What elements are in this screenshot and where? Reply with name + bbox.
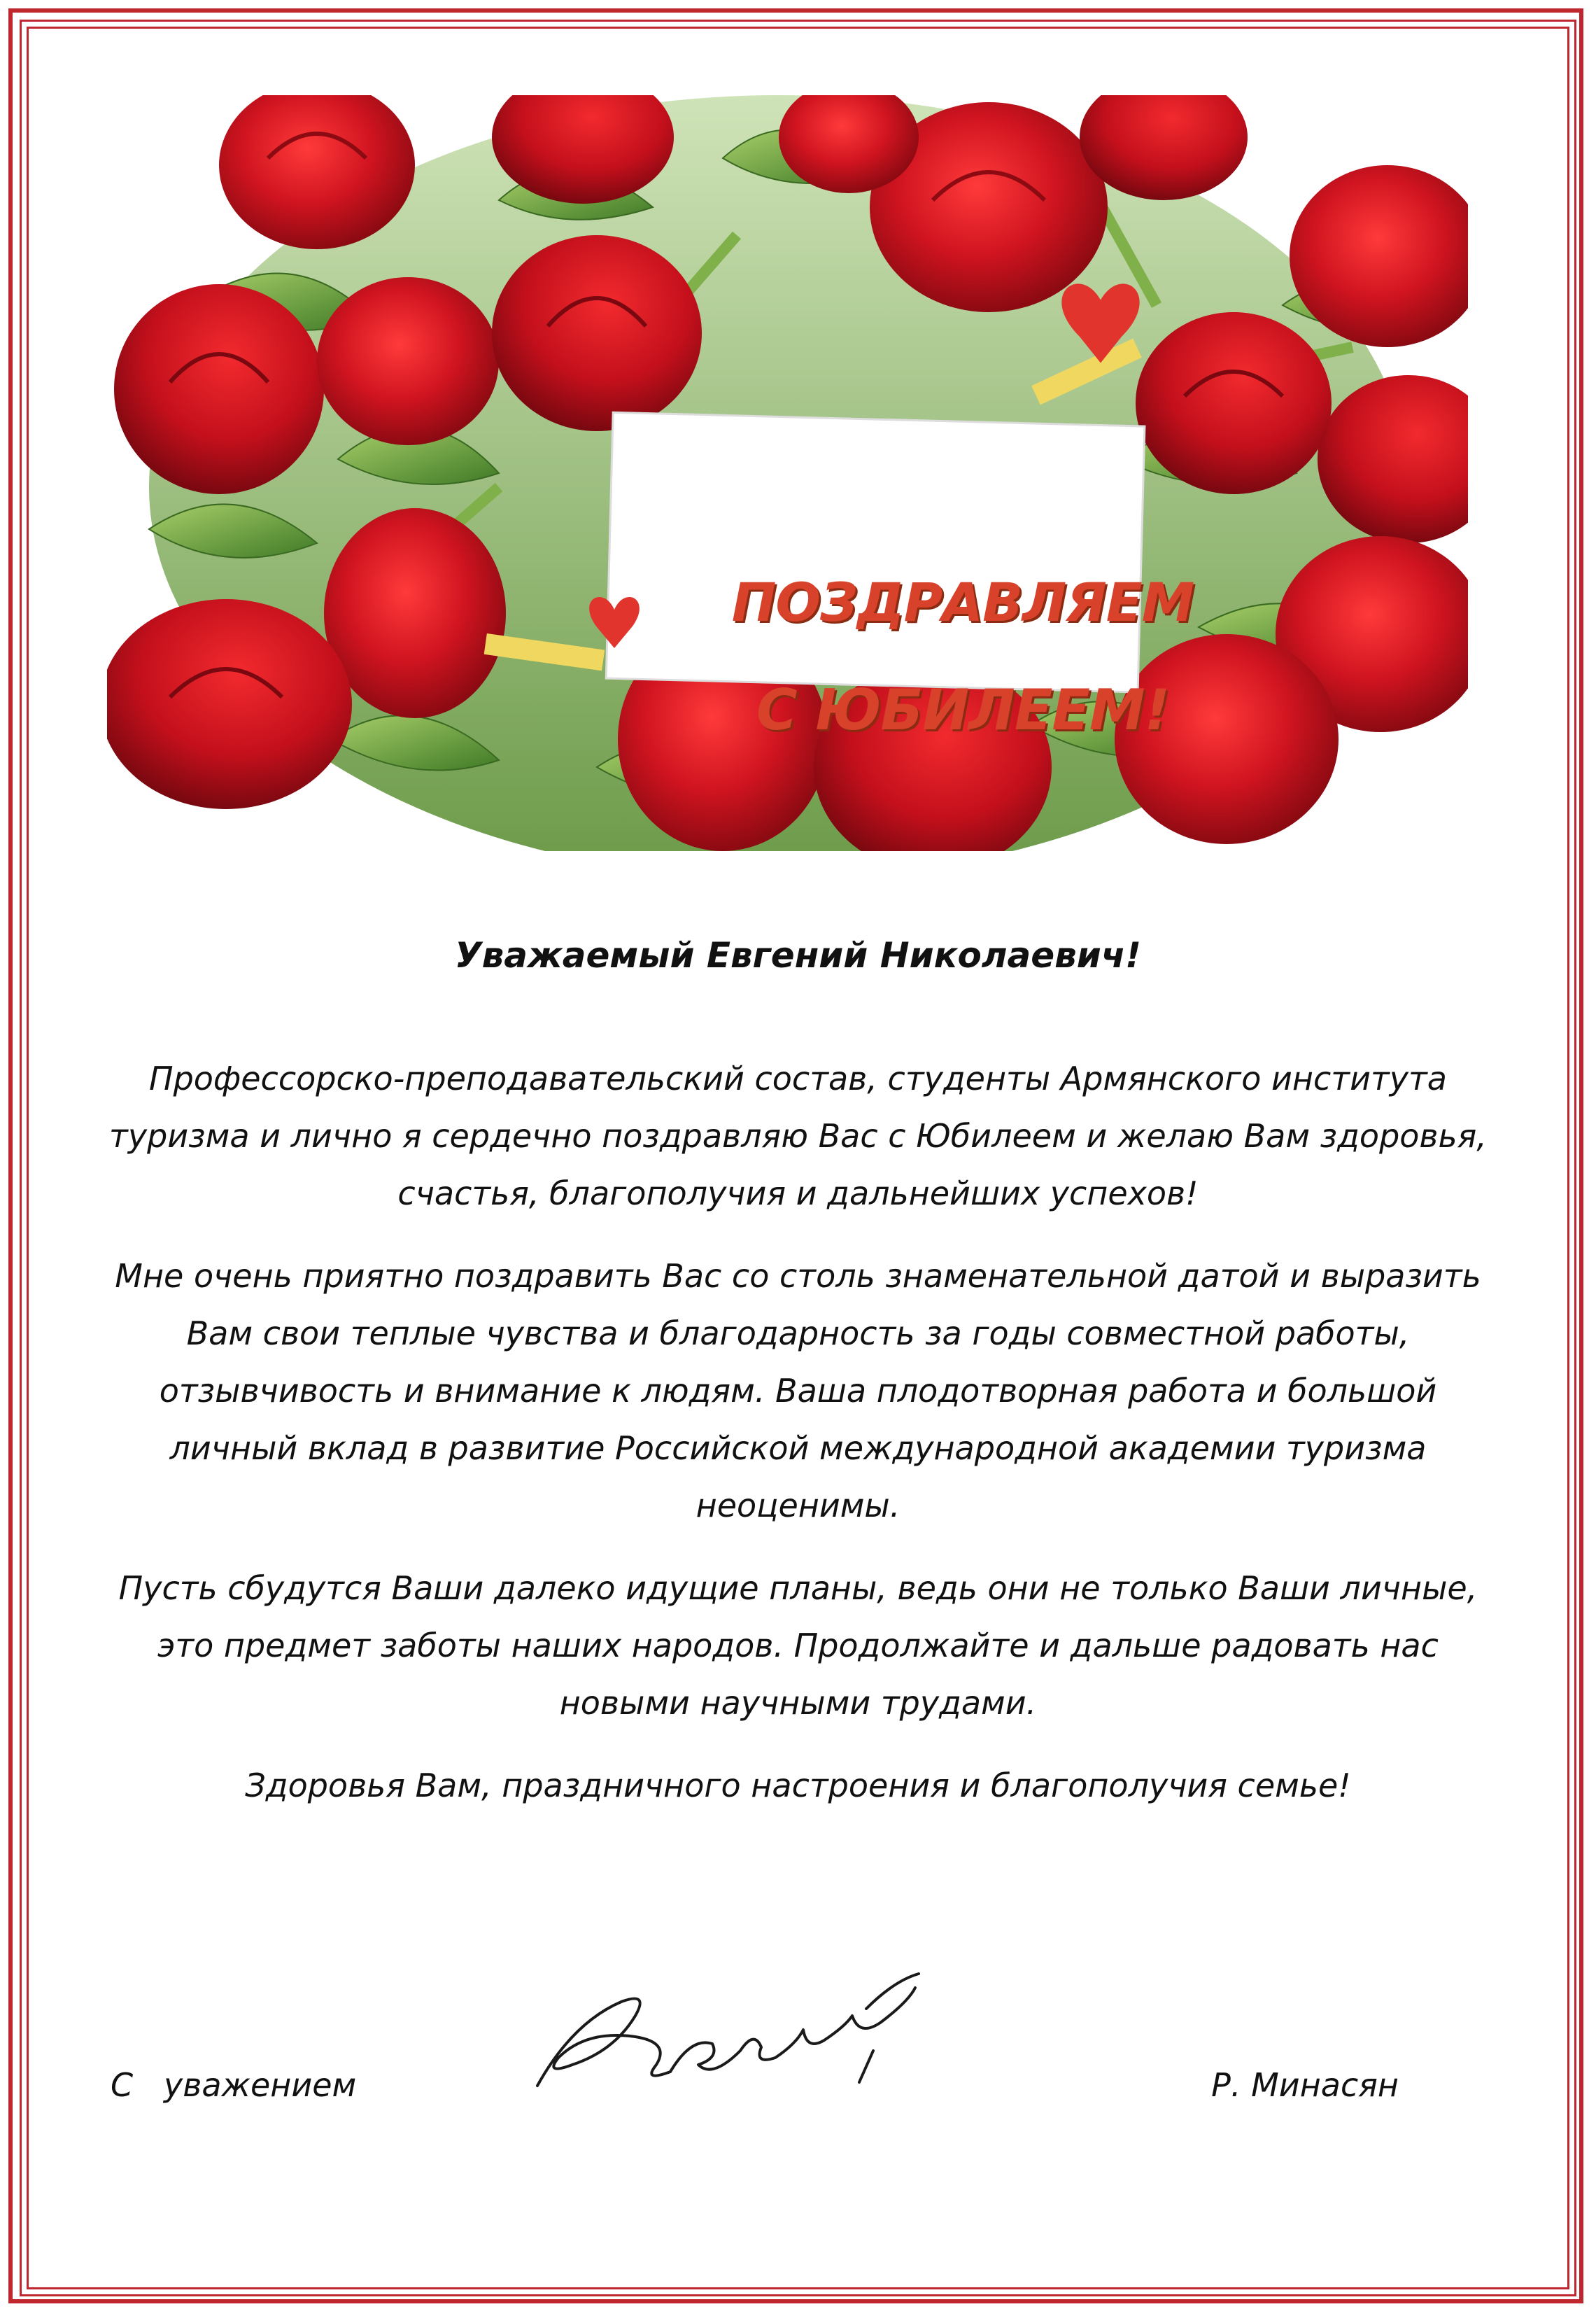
letter-salutation: Уважаемый Евгений Николаевич! (455, 935, 1141, 976)
signer-name: Р. Минасян (1211, 2066, 1399, 2104)
letter-body (107, 1050, 1489, 1839)
letter-paragraph: Профессорско-преподавательский состав, студенты Армянского института туризма и лично я сердечно поздравляю Вас с Юбилеем и желаю Вам здоровья, счастья, благополучия и дальнейших успехов! (109, 1060, 1487, 1212)
letter-paragraph: Пусть сбудутся Ваши далеко идущие планы, ведь они не только Ваши личные, это предмет заботы наших народов. Продолжайте и дальше радовать нас новыми научными трудами. (118, 1569, 1478, 1722)
letter-closing: С уважением (111, 2066, 357, 2104)
card-title-line1: ПОЗДРАВЛЯЕМ (731, 571, 1194, 633)
letter-paragraph: Мне очень приятно поздравить Вас со столь знаменательной датой и выразить Вам свои теплые чувства и благодарность за годы совместной работы, отзывчивость и внимание к людям. Ваша плодотворная работа и большой личный вклад в развитие Российской международной академии туризма неоценимы. (115, 1257, 1481, 1524)
roses-bouquet-image (107, 95, 1468, 851)
letter-paragraph: Здоровья Вам, праздничного настроения и благополучия семье! (245, 1767, 1351, 1804)
handwritten-signature (530, 1960, 922, 2100)
card-title-line2: С ЮБИЛЕЕМ! (756, 678, 1170, 743)
